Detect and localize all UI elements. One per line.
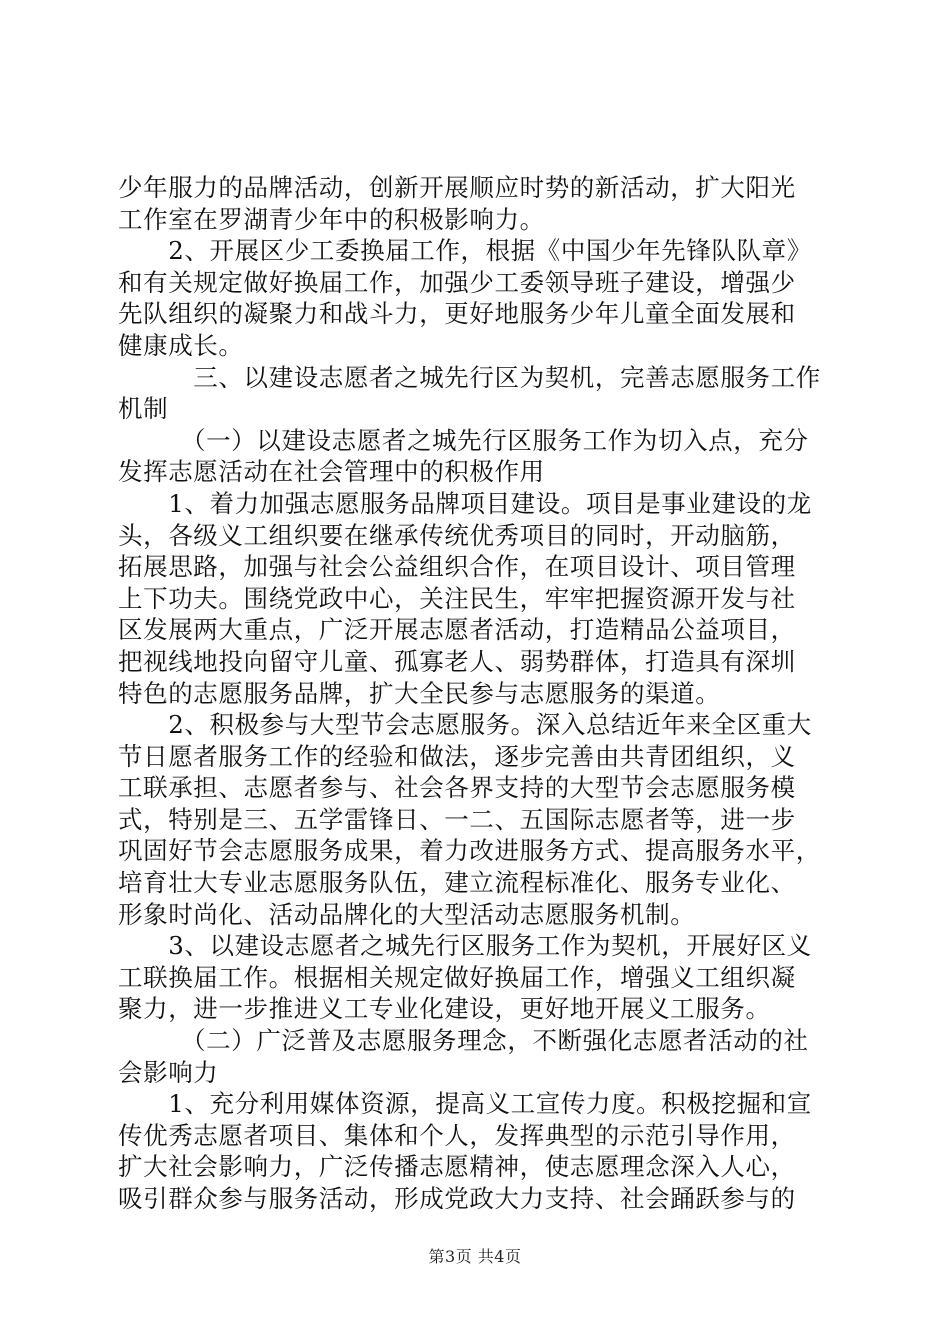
subsection-heading-line: 会影响力 <box>118 1057 219 1087</box>
subsection-heading-line: 发挥志愿活动在社会管理中的积极作用 <box>118 457 545 487</box>
text-line: 上下功夫。围绕党政中心，关注民生，牢牢把握资源开发与社 <box>118 583 796 613</box>
text-line: 1、充分利用媒体资源，提高义工宣传力度。积极挖掘和宣 <box>118 1089 812 1119</box>
section-heading-line: 机制 <box>118 394 169 424</box>
text-line: 吸引群众参与服务活动，形成党政大力支持、社会踊跃参与的 <box>118 1184 796 1213</box>
text-line: 少年服力的品牌活动，创新开展顺应时势的新活动，扩大阳光 <box>118 173 796 202</box>
subsection-heading-line: （一）以建设志愿者之城先行区服务工作为切入点，充分 <box>118 425 809 455</box>
document-body <box>118 172 838 1215</box>
text-line: 传优秀志愿者项目、集体和个人，发挥典型的示范引导作用， <box>118 1120 796 1150</box>
subsection-heading-line: （二）广泛普及志愿服务理念，不断强化志愿者活动的社 <box>118 1026 809 1056</box>
text-line: 工作室在罗湖青少年中的积极影响力。 <box>118 204 545 234</box>
text-line: 巩固好节会志愿服务成果，着力改进服务方式、提高服务水平， <box>118 836 821 866</box>
text-line: 头，各级义工组织要在继承传统优秀项目的同时，开动脑筋， <box>118 520 796 550</box>
text-line: 3、以建设志愿者之城先行区服务工作为契机，开展好区义 <box>118 931 812 961</box>
text-line: 式，特别是三、五学雷锋日、一二、五国际志愿者等，进一步 <box>118 804 796 834</box>
page-number-footer: 第3页 共4页 <box>428 1247 522 1266</box>
text-line: 和有关规定做好换届工作，加强少工委领导班子建设，增强少 <box>118 267 796 297</box>
text-line: 培育壮大专业志愿服务队伍，建立流程标准化、服务专业化、 <box>118 868 796 898</box>
text-line: 聚力，进一步推进义工专业化建设，更好地开展义工服务。 <box>118 994 771 1024</box>
text-line: 2、开展区少工委换届工作，根据《中国少年先锋队队章》 <box>118 236 812 266</box>
text-line: 扩大社会影响力，广泛传播志愿精神，使志愿理念深入人心， <box>118 1152 796 1182</box>
text-line: 先队组织的凝聚力和战斗力，更好地服务少年儿童全面发展和 <box>118 299 796 329</box>
text-line: 特色的志愿服务品牌，扩大全民参与志愿服务的渠道。 <box>118 678 721 708</box>
text-line: 节日愿者服务工作的经验和做法，逐步完善由共青团组织，义 <box>118 741 796 771</box>
text-line: 健康成长。 <box>118 330 244 360</box>
text-line: 工联承担、志愿者参与、社会各界支持的大型节会志愿服务模 <box>118 773 796 803</box>
text-line: 2、积极参与大型节会志愿服务。深入总结近年来全区重大 <box>118 710 812 740</box>
text-line: 工联换届工作。根据相关规定做好换届工作，增强义工组织凝 <box>118 962 796 992</box>
section-heading-line: 三、以建设志愿者之城先行区为契机，完善志愿服务工作 <box>118 362 821 392</box>
text-line: 区发展两大重点，广泛开展志愿者活动，打造精品公益项目， <box>118 615 796 645</box>
text-line: 拓展思路，加强与社会公益组织合作，在项目设计、项目管理 <box>118 552 796 582</box>
text-line: 形象时尚化、活动品牌化的大型活动志愿服务机制。 <box>118 899 696 929</box>
text-line: 1、着力加强志愿服务品牌项目建设。项目是事业建设的龙 <box>118 488 812 518</box>
text-line: 把视线地投向留守儿童、孤寡老人、弱势群体，打造具有深圳 <box>118 646 796 676</box>
